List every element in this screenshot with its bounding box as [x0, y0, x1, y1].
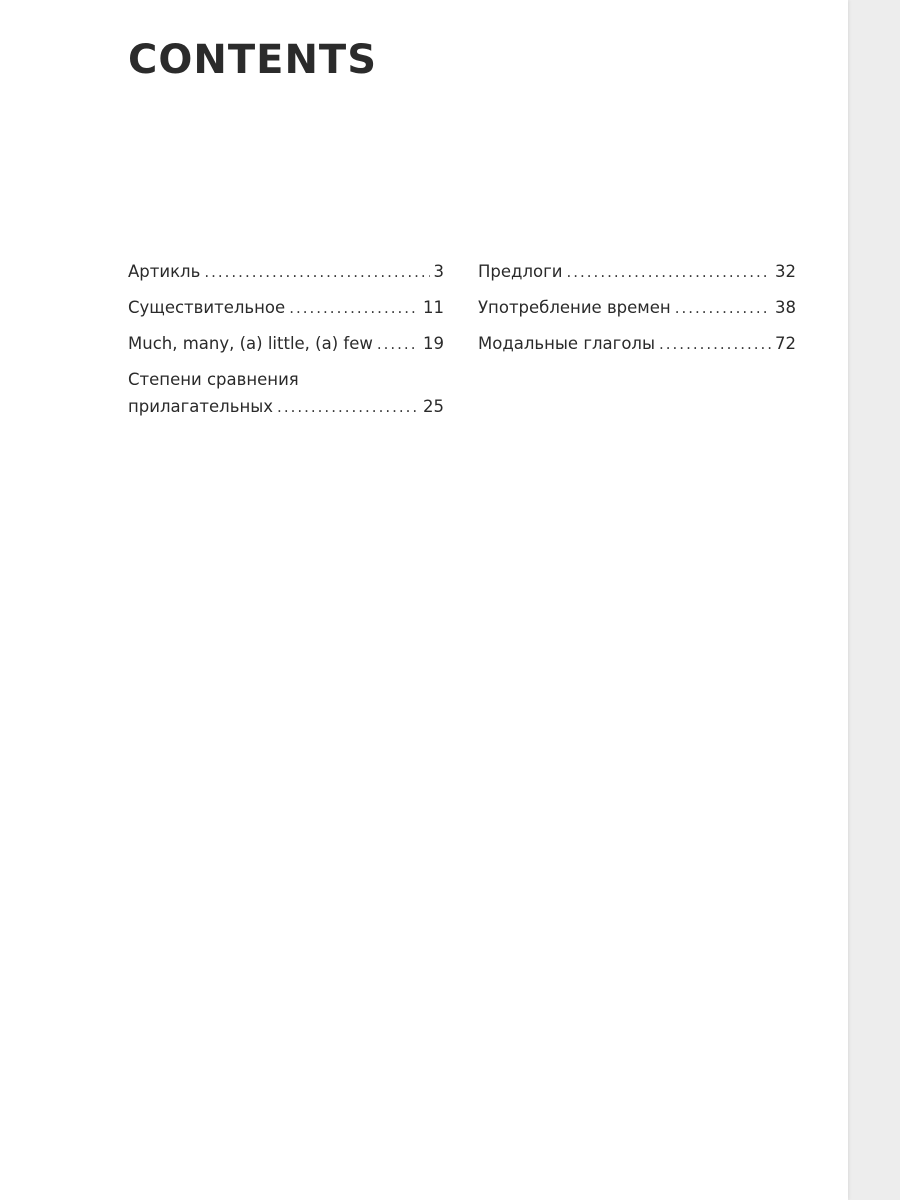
toc-entry-page-number: 3 [433, 262, 444, 281]
dot-leader [675, 295, 771, 322]
toc-entry-adjective-comparison[interactable] [128, 366, 444, 421]
dot-leader [566, 259, 771, 286]
toc-left-column [128, 258, 444, 429]
toc-entry-page-number: 72 [775, 334, 796, 353]
toc-entry-page-number: 38 [775, 298, 796, 317]
toc-entry-label-line2: прилагательных [128, 397, 274, 416]
dot-leader [377, 331, 419, 358]
toc-right-column [478, 258, 796, 366]
toc-entry-label: Модальные глаголы [478, 334, 655, 353]
page-title: CONTENTS [128, 37, 378, 83]
toc-entry-modal-verbs[interactable] [478, 330, 796, 358]
toc-entry-page-number: 25 [423, 397, 444, 416]
dot-leader [277, 394, 419, 421]
toc-entry-label-line1: Степени сравнения [128, 370, 299, 389]
toc-entry-article[interactable] [128, 258, 444, 286]
toc-entry-page-number: 19 [423, 334, 444, 353]
toc-entry-page-number: 11 [423, 298, 444, 317]
toc-entry-label: Артикль [128, 262, 201, 281]
toc-entry-much-many[interactable] [128, 330, 444, 358]
toc-entry-tenses[interactable] [478, 294, 796, 322]
dot-leader [289, 295, 419, 322]
dot-leader [659, 331, 771, 358]
dot-leader [204, 259, 429, 286]
toc-entry-label: Предлоги [478, 262, 563, 281]
toc-entry-label: Употребление времен [478, 298, 671, 317]
toc-entry-noun[interactable] [128, 294, 444, 322]
toc-entry-label: Существительное [128, 298, 286, 317]
toc-entry-label: Much, many, (a) little, (a) few [128, 334, 373, 353]
toc-entry-prepositions[interactable] [478, 258, 796, 286]
toc-entry-page-number: 32 [775, 262, 796, 281]
